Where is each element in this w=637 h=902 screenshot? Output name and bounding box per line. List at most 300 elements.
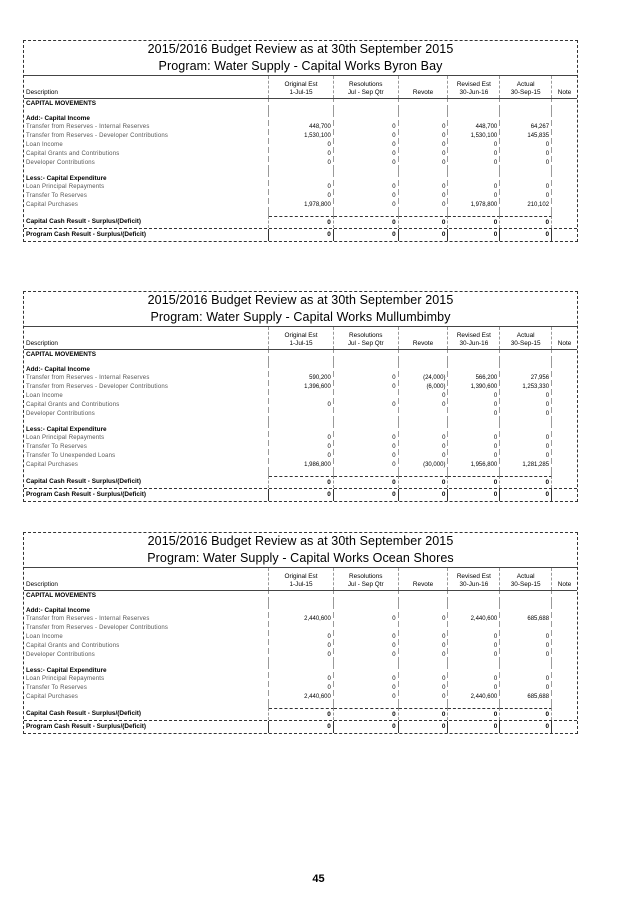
cell-resolutions: 0	[334, 374, 399, 383]
cell-actual: 0	[500, 192, 552, 201]
cell-revised-estimate: 0	[448, 392, 500, 401]
header-description: Description	[26, 89, 58, 96]
cell-note	[552, 350, 577, 359]
row-description: Transfer from Reserves - Internal Reserves	[24, 374, 269, 383]
cell-resolutions	[334, 410, 399, 419]
cell-note	[552, 410, 577, 419]
header-revote: Revote	[412, 340, 434, 347]
table-row	[24, 150, 577, 159]
cell-revised-estimate: 0	[448, 229, 500, 241]
cell-revised-estimate: 0	[448, 159, 500, 168]
cell-revised-estimate: 566,200	[448, 374, 500, 383]
cell-revote: 0	[399, 651, 449, 660]
cell-revised-estimate	[448, 425, 500, 434]
cell-original-estimate	[269, 99, 334, 108]
cell-original-estimate	[269, 606, 334, 615]
table-row	[24, 591, 577, 600]
row-description: Capital Grants and Contributions	[24, 642, 269, 651]
table-row	[24, 606, 577, 615]
cell-resolutions: 0	[334, 383, 399, 392]
table-row	[24, 228, 577, 241]
report-byron-bay	[23, 40, 578, 242]
cell-note	[552, 401, 577, 410]
cell-original-estimate	[269, 365, 334, 374]
header-resolutions: Resolutions	[349, 81, 383, 88]
row-description: CAPITAL MOVEMENTS	[24, 591, 269, 600]
table-row	[24, 114, 577, 123]
cell-note	[552, 99, 577, 108]
row-description: Transfer from Reserves - Internal Reserves	[24, 123, 269, 132]
cell-revote	[399, 365, 449, 374]
cell-actual	[500, 350, 552, 359]
cell-note	[552, 132, 577, 141]
cell-note	[552, 374, 577, 383]
cell-note	[552, 425, 577, 434]
cell-original-estimate: 2,440,600	[269, 615, 334, 624]
cell-note	[552, 150, 577, 159]
cell-revote: (6,000)	[399, 383, 449, 392]
cell-revised-estimate	[448, 365, 500, 374]
report-mullumbimby	[23, 291, 578, 502]
cell-actual: 0	[500, 633, 552, 642]
cell-actual	[500, 666, 552, 675]
cell-actual: 1,253,330	[500, 383, 552, 392]
cell-resolutions: 0	[334, 192, 399, 201]
cell-revote: 0	[399, 476, 449, 488]
table-row	[24, 350, 577, 359]
header-original-date: 1-Jul-15	[289, 89, 313, 96]
cell-actual: 0	[500, 183, 552, 192]
row-description: Developer Contributions	[24, 159, 269, 168]
cell-note	[552, 476, 577, 488]
cell-revote: 0	[399, 141, 449, 150]
column-header	[24, 76, 577, 99]
table-row	[24, 708, 577, 720]
cell-actual: 685,688	[500, 615, 552, 624]
report-rows	[24, 350, 577, 501]
cell-revote	[399, 591, 449, 600]
cell-revised-estimate	[448, 666, 500, 675]
cell-actual: 0	[500, 216, 552, 228]
cell-actual: 0	[500, 489, 552, 501]
cell-revote: 0	[399, 721, 449, 733]
row-description: Capital Purchases	[24, 461, 269, 470]
cell-original-estimate: 1,986,800	[269, 461, 334, 470]
cell-actual	[500, 425, 552, 434]
table-row	[24, 383, 577, 392]
row-description: Less:- Capital Expenditure	[24, 666, 269, 675]
cell-original-estimate: 0	[269, 401, 334, 410]
cell-revised-estimate	[448, 114, 500, 123]
cell-revote	[399, 350, 449, 359]
row-description: Less:- Capital Expenditure	[24, 425, 269, 434]
cell-revised-estimate: 0	[448, 183, 500, 192]
cell-revised-estimate: 0	[448, 216, 500, 228]
row-description: CAPITAL MOVEMENTS	[24, 99, 269, 108]
cell-original-estimate: 0	[269, 192, 334, 201]
row-description: Loan Income	[24, 392, 269, 401]
row-description: Capital Purchases	[24, 201, 269, 210]
cell-resolutions: 0	[334, 229, 399, 241]
cell-revote: 0	[399, 150, 449, 159]
cell-original-estimate: 1,530,100	[269, 132, 334, 141]
cell-actual: 0	[500, 159, 552, 168]
column-header	[24, 327, 577, 350]
cell-resolutions	[334, 606, 399, 615]
row-description: Loan Income	[24, 633, 269, 642]
table-row	[24, 633, 577, 642]
cell-revote: 0	[399, 201, 449, 210]
cell-revised-estimate	[448, 99, 500, 108]
table-row	[24, 488, 577, 501]
cell-original-estimate: 0	[269, 633, 334, 642]
cell-original-estimate: 0	[269, 476, 334, 488]
cell-original-estimate	[269, 392, 334, 401]
header-revised-date: 30-Jun-16	[459, 89, 489, 96]
cell-revised-estimate: 1,978,800	[448, 201, 500, 210]
row-description: Developer Contributions	[24, 651, 269, 660]
cell-actual: 145,835	[500, 132, 552, 141]
table-row	[24, 201, 577, 210]
row-description: Add:- Capital Income	[24, 365, 269, 374]
header-original-date: 1-Jul-15	[289, 340, 313, 347]
row-description: Transfer To Reserves	[24, 684, 269, 693]
cell-revised-estimate: 0	[448, 721, 500, 733]
cell-actual: 0	[500, 642, 552, 651]
cell-note	[552, 452, 577, 461]
table-row	[24, 476, 577, 488]
header-actual-date: 30-Sep-15	[510, 581, 541, 588]
cell-revised-estimate	[448, 174, 500, 183]
cell-actual: 0	[500, 434, 552, 443]
cell-revote: (30,000)	[399, 461, 449, 470]
header-resolutions-period: Jul - Sep Qtr	[347, 340, 384, 347]
cell-original-estimate: 0	[269, 721, 334, 733]
cell-revised-estimate: 0	[448, 684, 500, 693]
cell-revised-estimate: 0	[448, 443, 500, 452]
cell-revote	[399, 666, 449, 675]
cell-note	[552, 443, 577, 452]
table-row	[24, 392, 577, 401]
cell-actual: 685,688	[500, 693, 552, 702]
cell-original-estimate: 0	[269, 452, 334, 461]
cell-resolutions: 0	[334, 401, 399, 410]
cell-resolutions	[334, 365, 399, 374]
header-revised-date: 30-Jun-16	[459, 340, 489, 347]
table-row	[24, 374, 577, 383]
cell-revote	[399, 425, 449, 434]
cell-note	[552, 365, 577, 374]
cell-revote: 0	[399, 443, 449, 452]
row-description: Add:- Capital Income	[24, 114, 269, 123]
cell-revote: 0	[399, 675, 449, 684]
cell-original-estimate	[269, 350, 334, 359]
cell-revote: 0	[399, 693, 449, 702]
cell-resolutions: 0	[334, 633, 399, 642]
cell-revised-estimate: 0	[448, 452, 500, 461]
cell-revote: 0	[399, 159, 449, 168]
cell-resolutions: 0	[334, 216, 399, 228]
header-original: Original Est	[284, 332, 318, 339]
cell-resolutions: 0	[334, 141, 399, 150]
report-rows	[24, 591, 577, 733]
table-row	[24, 434, 577, 443]
header-revised-date: 30-Jun-16	[459, 581, 489, 588]
table-row	[24, 132, 577, 141]
cell-actual: 0	[500, 150, 552, 159]
row-description: Program Cash Result - Surplus/(Deficit)	[24, 489, 269, 501]
cell-resolutions: 0	[334, 642, 399, 651]
cell-resolutions	[334, 666, 399, 675]
table-row	[24, 159, 577, 168]
cell-note	[552, 201, 577, 210]
cell-original-estimate: 0	[269, 229, 334, 241]
row-description: Transfer To Unexpended Loans	[24, 452, 269, 461]
column-header	[24, 568, 577, 591]
header-revised: Revised Est	[456, 81, 491, 88]
cell-original-estimate: 0	[269, 150, 334, 159]
cell-original-estimate: 448,700	[269, 123, 334, 132]
cell-revote: 0	[399, 434, 449, 443]
table-row	[24, 123, 577, 132]
cell-resolutions: 0	[334, 693, 399, 702]
cell-resolutions: 0	[334, 132, 399, 141]
table-row	[24, 216, 577, 228]
row-description: Less:- Capital Expenditure	[24, 174, 269, 183]
cell-note	[552, 183, 577, 192]
row-description: Add:- Capital Income	[24, 606, 269, 615]
cell-resolutions	[334, 392, 399, 401]
cell-note	[552, 684, 577, 693]
cell-actual: 0	[500, 651, 552, 660]
report-title: 2015/2016 Budget Review as at 30th September 2015	[147, 42, 454, 56]
cell-revised-estimate: 0	[448, 410, 500, 419]
table-row	[24, 425, 577, 434]
header-description: Description	[26, 340, 58, 347]
cell-resolutions: 0	[334, 675, 399, 684]
cell-actual: 1,281,285	[500, 461, 552, 470]
table-row	[24, 99, 577, 108]
header-actual: Actual	[516, 573, 535, 580]
row-description: Transfer To Reserves	[24, 443, 269, 452]
cell-original-estimate: 0	[269, 708, 334, 720]
cell-original-estimate	[269, 410, 334, 419]
cell-revised-estimate: 0	[448, 708, 500, 720]
row-description: Transfer To Reserves	[24, 192, 269, 201]
cell-original-estimate: 1,978,800	[269, 201, 334, 210]
cell-revote: 0	[399, 708, 449, 720]
cell-resolutions: 0	[334, 434, 399, 443]
cell-original-estimate	[269, 666, 334, 675]
cell-resolutions: 0	[334, 452, 399, 461]
cell-original-estimate: 590,200	[269, 374, 334, 383]
cell-resolutions	[334, 624, 399, 633]
cell-revote: 0	[399, 452, 449, 461]
cell-actual: 0	[500, 476, 552, 488]
cell-revised-estimate: 0	[448, 675, 500, 684]
cell-actual: 0	[500, 721, 552, 733]
cell-actual: 0	[500, 708, 552, 720]
cell-actual: 64,267	[500, 123, 552, 132]
program-title: Program: Water Supply - Capital Works Byron Bay	[24, 58, 577, 76]
cell-note	[552, 114, 577, 123]
cell-actual: 0	[500, 401, 552, 410]
cell-actual	[500, 114, 552, 123]
table-row	[24, 401, 577, 410]
header-revised: Revised Est	[456, 332, 491, 339]
table-row	[24, 443, 577, 452]
row-description: Loan Principal Repayments	[24, 675, 269, 684]
cell-revised-estimate: 2,440,600	[448, 693, 500, 702]
cell-actual: 0	[500, 443, 552, 452]
page-number: 45	[312, 873, 325, 885]
report-title: 2015/2016 Budget Review as at 30th September 2015	[147, 293, 454, 307]
cell-actual: 0	[500, 452, 552, 461]
cell-resolutions: 0	[334, 150, 399, 159]
header-original: Original Est	[284, 81, 318, 88]
report-ocean-shores	[23, 532, 578, 734]
cell-original-estimate	[269, 174, 334, 183]
header-resolutions: Resolutions	[349, 332, 383, 339]
cell-revote: 0	[399, 684, 449, 693]
cell-revised-estimate: 0	[448, 633, 500, 642]
cell-resolutions	[334, 114, 399, 123]
cell-revised-estimate	[448, 624, 500, 633]
table-row	[24, 410, 577, 419]
cell-revised-estimate: 0	[448, 651, 500, 660]
cell-original-estimate: 0	[269, 642, 334, 651]
cell-revote: 0	[399, 123, 449, 132]
cell-original-estimate: 1,396,600	[269, 383, 334, 392]
cell-revote: (24,000)	[399, 374, 449, 383]
cell-actual: 0	[500, 410, 552, 419]
row-description: Capital Grants and Contributions	[24, 150, 269, 159]
header-note: Note	[557, 340, 572, 347]
cell-revised-estimate: 1,390,600	[448, 383, 500, 392]
table-row	[24, 461, 577, 470]
cell-resolutions: 0	[334, 615, 399, 624]
cell-note	[552, 434, 577, 443]
cell-note	[552, 693, 577, 702]
cell-revised-estimate	[448, 591, 500, 600]
row-description: Capital Cash Result - Surplus/(Deficit)	[24, 476, 269, 488]
header-note: Note	[557, 89, 572, 96]
table-row	[24, 675, 577, 684]
cell-resolutions: 0	[334, 708, 399, 720]
cell-revised-estimate: 0	[448, 434, 500, 443]
header-resolutions: Resolutions	[349, 573, 383, 580]
cell-original-estimate: 0	[269, 651, 334, 660]
header-note: Note	[557, 581, 572, 588]
row-description: CAPITAL MOVEMENTS	[24, 350, 269, 359]
cell-note	[552, 721, 577, 733]
header-actual: Actual	[516, 81, 535, 88]
table-row	[24, 642, 577, 651]
row-description: Program Cash Result - Surplus/(Deficit)	[24, 229, 269, 241]
cell-original-estimate	[269, 425, 334, 434]
cell-revote: 0	[399, 633, 449, 642]
cell-resolutions: 0	[334, 123, 399, 132]
cell-actual	[500, 174, 552, 183]
cell-revised-estimate: 0	[448, 192, 500, 201]
cell-revote	[399, 99, 449, 108]
cell-note	[552, 383, 577, 392]
cell-original-estimate	[269, 114, 334, 123]
header-actual: Actual	[516, 332, 535, 339]
cell-note	[552, 651, 577, 660]
cell-original-estimate: 0	[269, 141, 334, 150]
cell-revised-estimate: 0	[448, 141, 500, 150]
cell-note	[552, 675, 577, 684]
cell-resolutions	[334, 591, 399, 600]
cell-resolutions: 0	[334, 159, 399, 168]
row-description: Capital Purchases	[24, 693, 269, 702]
cell-revised-estimate: 1,956,800	[448, 461, 500, 470]
cell-resolutions: 0	[334, 183, 399, 192]
cell-original-estimate: 0	[269, 684, 334, 693]
cell-original-estimate: 2,440,600	[269, 693, 334, 702]
cell-actual: 0	[500, 229, 552, 241]
row-description: Capital Grants and Contributions	[24, 401, 269, 410]
table-row	[24, 452, 577, 461]
header-resolutions-period: Jul - Sep Qtr	[347, 89, 384, 96]
cell-note	[552, 461, 577, 470]
table-row	[24, 684, 577, 693]
cell-note	[552, 216, 577, 228]
cell-original-estimate: 0	[269, 675, 334, 684]
row-description: Loan Principal Repayments	[24, 183, 269, 192]
cell-revote: 0	[399, 401, 449, 410]
report-rows	[24, 99, 577, 241]
cell-note	[552, 633, 577, 642]
report-title: 2015/2016 Budget Review as at 30th September 2015	[147, 534, 454, 548]
header-original: Original Est	[284, 573, 318, 580]
cell-resolutions: 0	[334, 651, 399, 660]
row-description: Transfer from Reserves - Developer Contributions	[24, 624, 269, 633]
cell-revote	[399, 606, 449, 615]
cell-revote: 0	[399, 392, 449, 401]
cell-note	[552, 708, 577, 720]
cell-revised-estimate: 0	[448, 489, 500, 501]
cell-revote: 0	[399, 642, 449, 651]
header-revote: Revote	[412, 581, 434, 588]
cell-note	[552, 229, 577, 241]
cell-note	[552, 174, 577, 183]
row-description: Loan Income	[24, 141, 269, 150]
cell-note	[552, 159, 577, 168]
cell-note	[552, 615, 577, 624]
row-description: Transfer from Reserves - Developer Contributions	[24, 132, 269, 141]
cell-actual	[500, 591, 552, 600]
cell-revote	[399, 114, 449, 123]
cell-revote	[399, 174, 449, 183]
cell-actual: 210,102	[500, 201, 552, 210]
cell-revised-estimate: 0	[448, 401, 500, 410]
cell-note	[552, 489, 577, 501]
cell-resolutions: 0	[334, 476, 399, 488]
table-row	[24, 651, 577, 660]
cell-actual	[500, 606, 552, 615]
cell-resolutions: 0	[334, 489, 399, 501]
table-row	[24, 365, 577, 374]
cell-note	[552, 642, 577, 651]
row-description: Capital Cash Result - Surplus/(Deficit)	[24, 708, 269, 720]
table-row	[24, 192, 577, 201]
table-row	[24, 720, 577, 733]
cell-revised-estimate	[448, 606, 500, 615]
cell-revised-estimate: 0	[448, 642, 500, 651]
cell-revote: 0	[399, 229, 449, 241]
